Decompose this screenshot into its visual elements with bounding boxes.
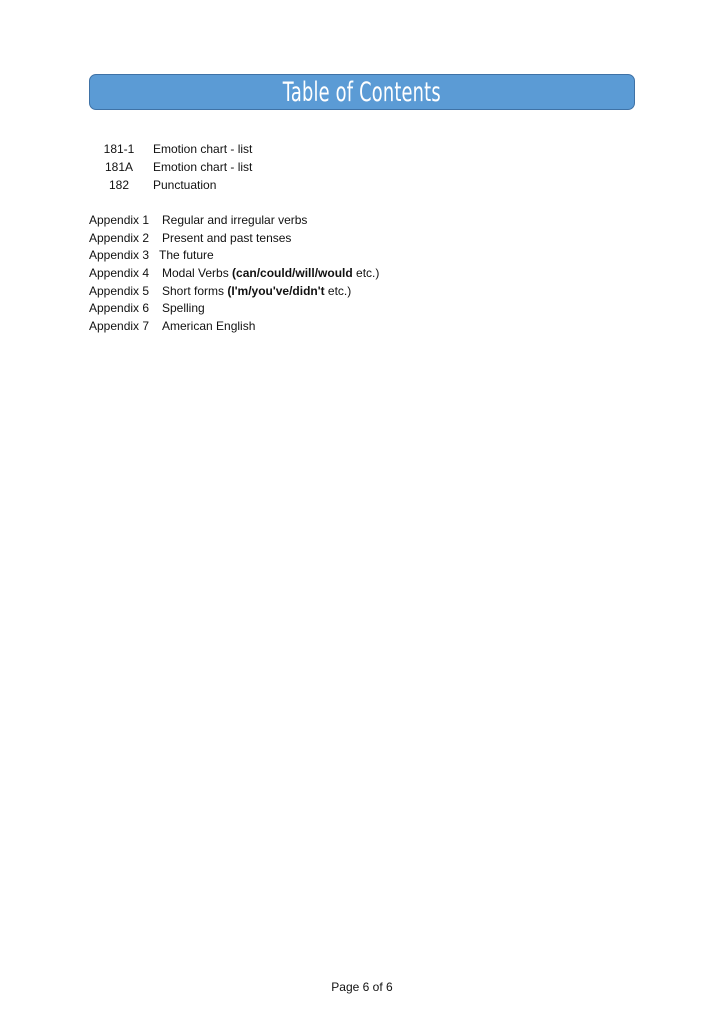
appendix-entry[interactable] [89, 211, 379, 229]
section-number: 182 [108, 178, 130, 192]
page-number: Page 6 of 6 [331, 980, 393, 994]
toc-entry[interactable] [95, 158, 252, 176]
appendix-title-bold: (can/could/will/would [232, 265, 353, 280]
appendix-label: Appendix 5 [89, 283, 150, 298]
appendix-title: Present and past tenses [162, 230, 292, 245]
section-number: 181A [104, 160, 134, 174]
section-title: Emotion chart - list [153, 142, 253, 156]
appendix-entry[interactable] [89, 246, 379, 264]
appendix-list [89, 211, 379, 335]
appendix-label: Appendix 6 [89, 301, 150, 316]
appendix-entry[interactable] [89, 317, 379, 335]
appendix-title: The future [159, 248, 214, 263]
appendix-label: Appendix 2 [89, 230, 150, 245]
section-title: Emotion chart - list [153, 160, 253, 174]
appendix-entry[interactable] [89, 299, 379, 317]
appendix-label: Appendix 7 [89, 318, 150, 333]
section-number: 181-1 [103, 142, 135, 156]
appendix-title: Regular and irregular verbs [162, 212, 308, 227]
appendix-title: American English [162, 318, 256, 333]
appendix-label: Appendix 3 [89, 248, 150, 263]
appendix-entry[interactable] [89, 282, 379, 300]
appendix-title-suffix: etc.) [324, 283, 352, 298]
appendix-title: Modal Verbs [162, 265, 233, 280]
appendix-title: Short forms [162, 283, 228, 298]
appendix-title: Spelling [162, 301, 205, 316]
section-title: Punctuation [153, 178, 217, 192]
appendix-title-bold: (I'm/you've/didn't [227, 283, 325, 298]
appendix-entry[interactable] [89, 229, 379, 247]
appendix-entry[interactable] [89, 264, 379, 282]
appendix-title-suffix: etc.) [352, 265, 380, 280]
appendix-label: Appendix 4 [89, 265, 150, 280]
page-title: Table of Contents [282, 76, 442, 108]
section-list [95, 140, 252, 194]
toc-entry[interactable] [95, 140, 252, 158]
appendix-label: Appendix 1 [89, 212, 150, 227]
toc-entry[interactable] [95, 176, 252, 194]
title-banner [89, 74, 635, 110]
